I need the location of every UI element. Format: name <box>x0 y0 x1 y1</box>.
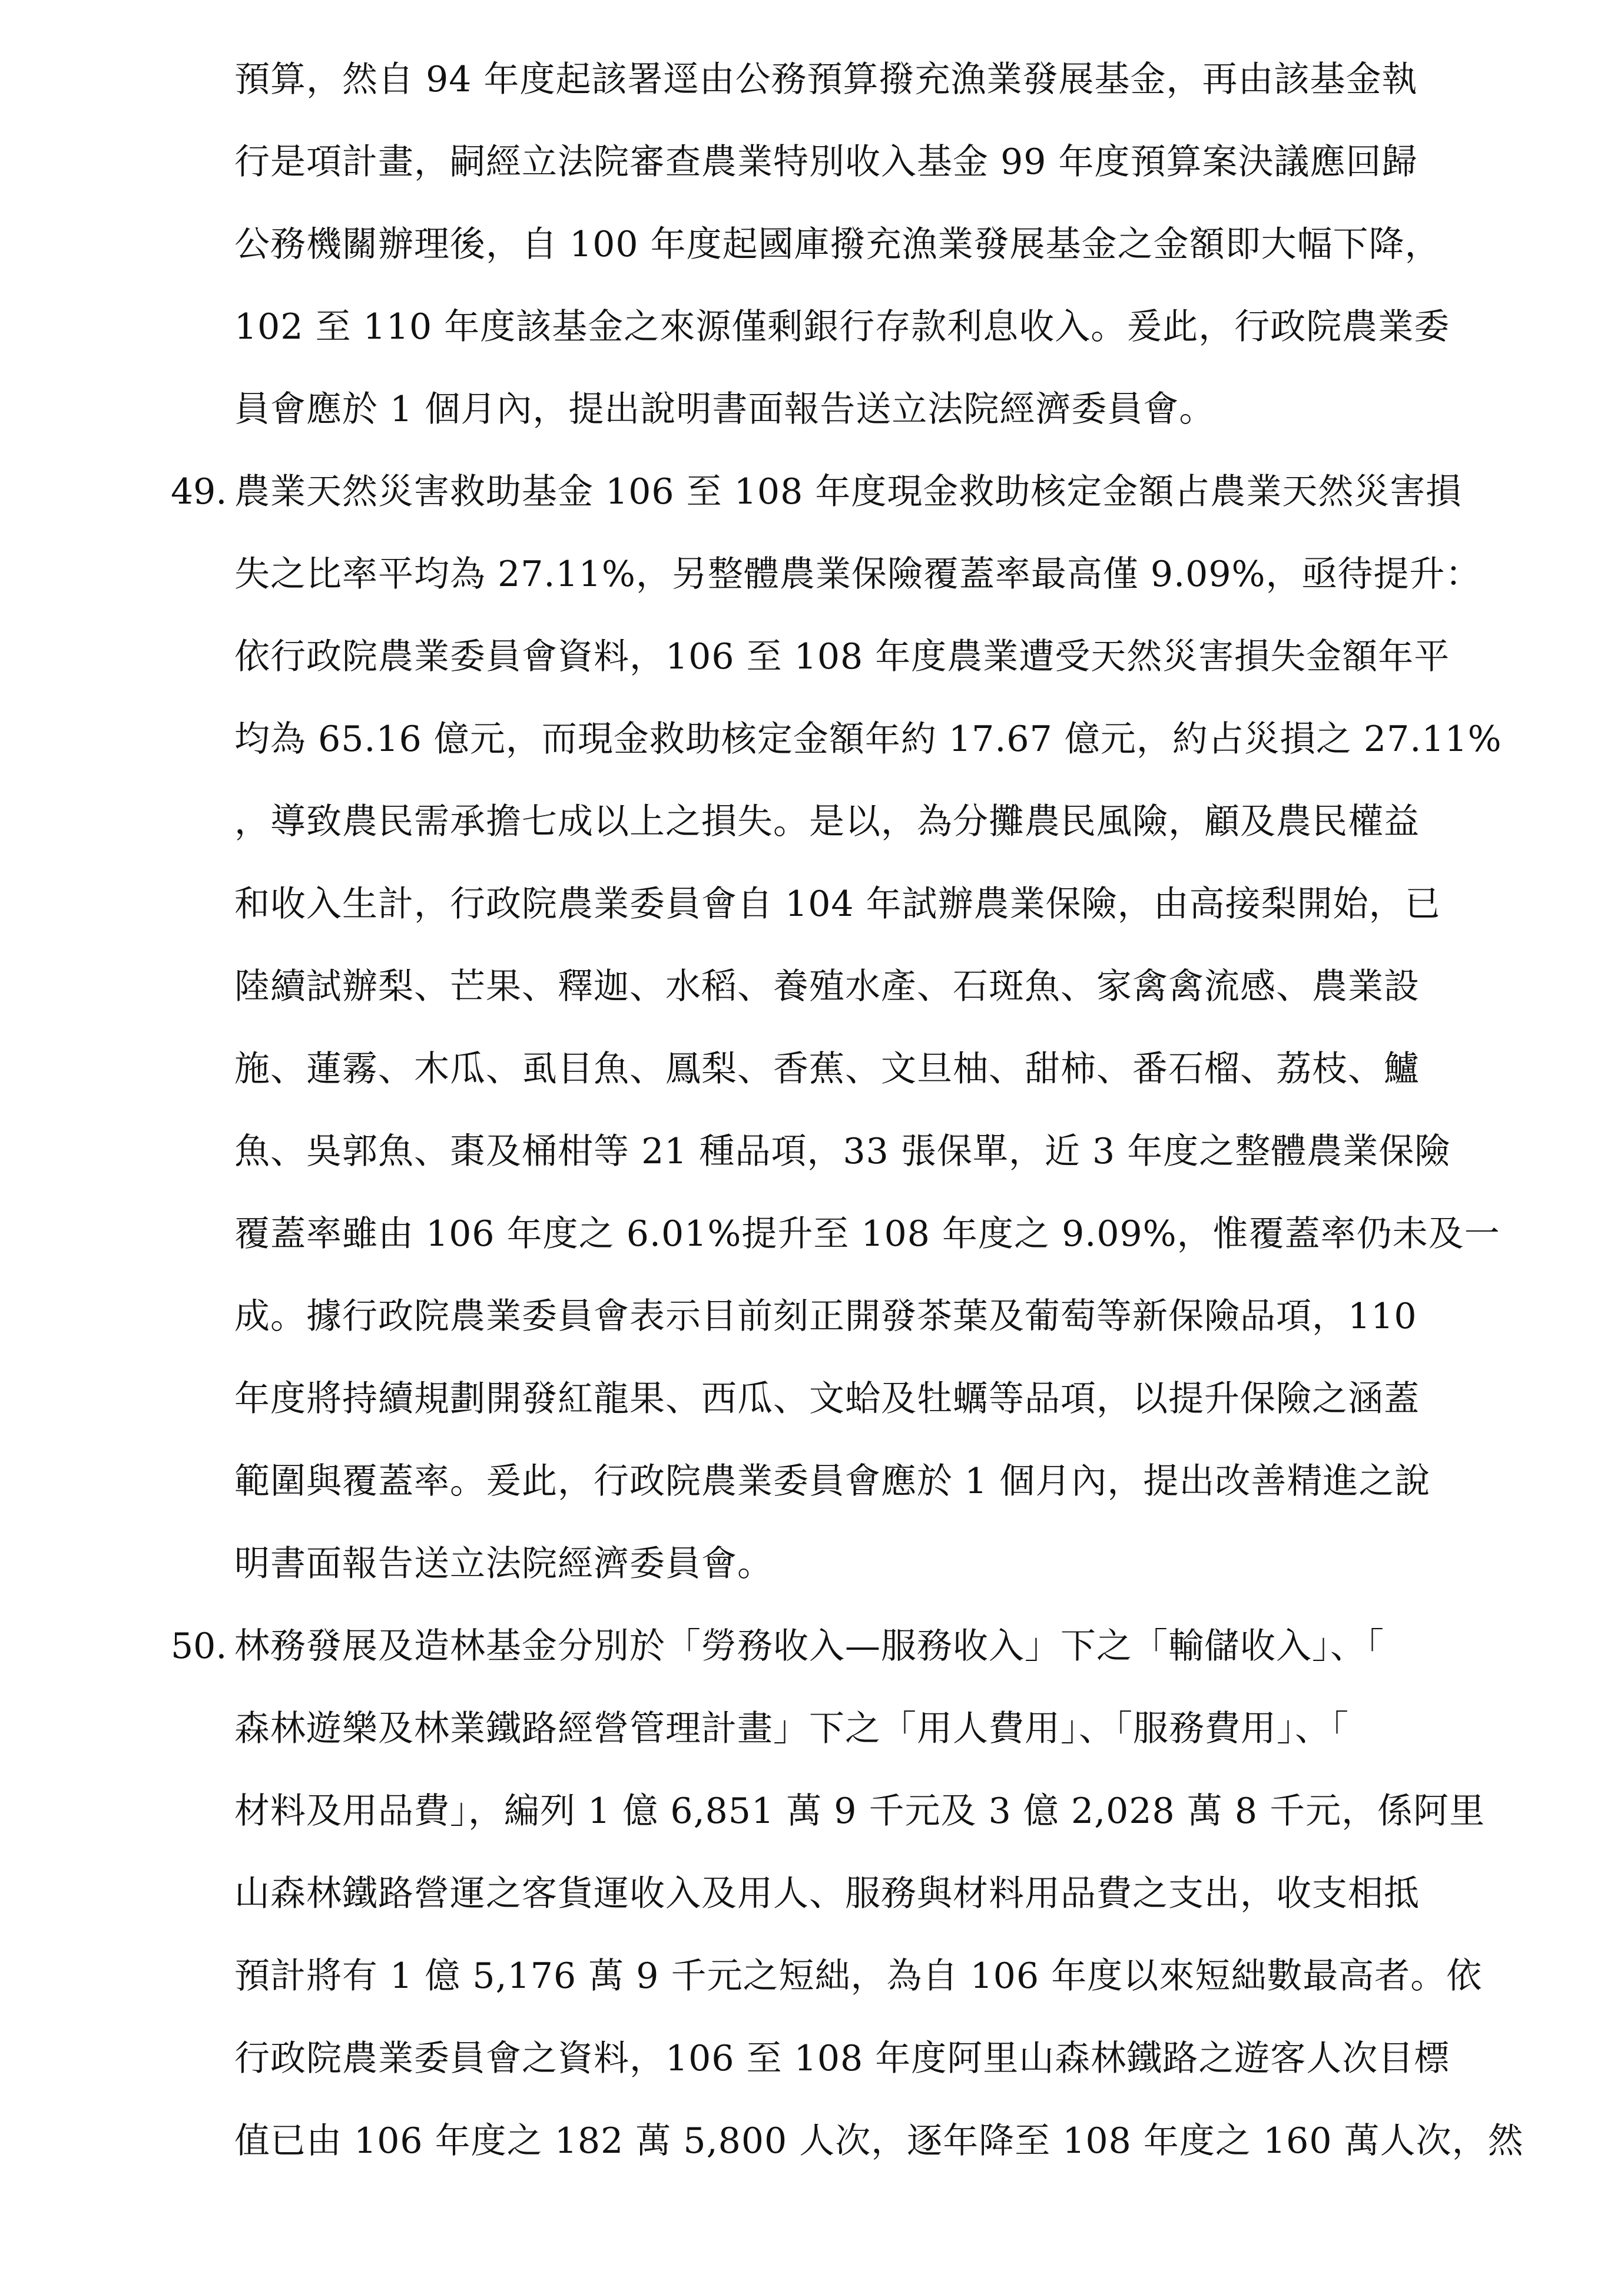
text-line: 年度將持續規劃開發紅龍果、西瓜、文蛤及牡蠣等品項，以提升保險之涵蓋 <box>234 1378 1420 1419</box>
text-line: 範圍與覆蓋率。爰此，行政院農業委員會應於 1 個月內，提出改善精進之說 <box>234 1461 1431 1502</box>
text-line: 依行政院農業委員會資料，106 至 108 年度農業遭受天然災害損失金額年平 <box>234 636 1450 677</box>
item-number: 50. <box>171 1626 227 1667</box>
text-line: 預算，然自 94 年度起該署逕由公務預算撥充漁業發展基金，再由該基金執 <box>234 59 1418 100</box>
text-line: 覆蓋率雖由 106 年度之 6.01%提升至 108 年度之 9.09%，惟覆蓋率仍未及一 <box>234 1213 1500 1255</box>
text-line: 失之比率平均為 27.11%，另整體農業保險覆蓋率最高僅 9.09%，亟待提升： <box>234 554 1482 595</box>
text-line: 材料及用品費」，編列 1 億 6,851 萬 9 千元及 3 億 2,028 萬 8 千元，係阿里 <box>234 1791 1486 1832</box>
text-line: 農業天然災害救助基金 106 至 108 年度現金救助核定金額占農業天然災害損 <box>234 471 1462 512</box>
text-line: ，導致農民需承擔七成以上之損失。是以，為分攤農民風險，顧及農民權益 <box>234 801 1420 842</box>
text-line: 預計將有 1 億 5,176 萬 9 千元之短絀，為自 106 年度以來短絀數最高者。依 <box>234 1955 1483 1997</box>
text-line: 施、蓮霧、木瓜、虱目魚、鳳梨、香蕉、文旦柚、甜柿、番石榴、荔枝、鱸 <box>234 1048 1420 1090</box>
text-line: 值已由 106 年度之 182 萬 5,800 人次，逐年降至 108 年度之 160 萬人次，然 <box>234 2120 1524 2162</box>
text-line: 陸續試辦梨、芒果、釋迦、水稻、養殖水產、石斑魚、家禽禽流感、農業設 <box>234 966 1420 1007</box>
text-line: 森林遊樂及林業鐵路經營管理計畫」下之「用人費用」、「服務費用」、「 <box>234 1708 1349 1749</box>
text-line: 員會應於 1 個月內，提出說明書面報告送立法院經濟委員會。 <box>234 389 1215 430</box>
item-number: 49. <box>171 471 227 512</box>
text-line: 公務機關辦理後，自 100 年度起國庫撥充漁業發展基金之金額即大幅下降， <box>234 224 1441 265</box>
text-line: 行是項計畫，嗣經立法院審查農業特別收入基金 99 年度預算案決議應回歸 <box>234 141 1418 183</box>
text-line: 山森林鐵路營運之客貨運收入及用人、服務與材料用品費之支出，收支相抵 <box>234 1873 1420 1914</box>
text-line: 成。據行政院農業委員會表示目前刻正開發茶葉及葡萄等新保險品項，110 <box>234 1296 1417 1337</box>
text-line: 林務發展及造林基金分別於「勞務收入—服務收入」下之「輸儲收入」、「 <box>234 1626 1384 1667</box>
text-line: 均為 65.16 億元，而現金救助核定金額年約 17.67 億元，約占災損之 27.11% <box>234 719 1502 760</box>
text-line: 魚、吳郭魚、棗及桶柑等 21 種品項，33 張保單，近 3 年度之整體農業保險 <box>234 1131 1451 1172</box>
text-line: 明書面報告送立法院經濟委員會。 <box>234 1543 773 1584</box>
text-line: 和收入生計，行政院農業委員會自 104 年試辦農業保險，由高接梨開始，已 <box>234 883 1441 925</box>
text-line: 102 至 110 年度該基金之來源僅剩銀行存款利息收入。爰此，行政院農業委 <box>234 306 1450 348</box>
text-line: 行政院農業委員會之資料，106 至 108 年度阿里山森林鐵路之遊客人次目標 <box>234 2038 1450 2079</box>
